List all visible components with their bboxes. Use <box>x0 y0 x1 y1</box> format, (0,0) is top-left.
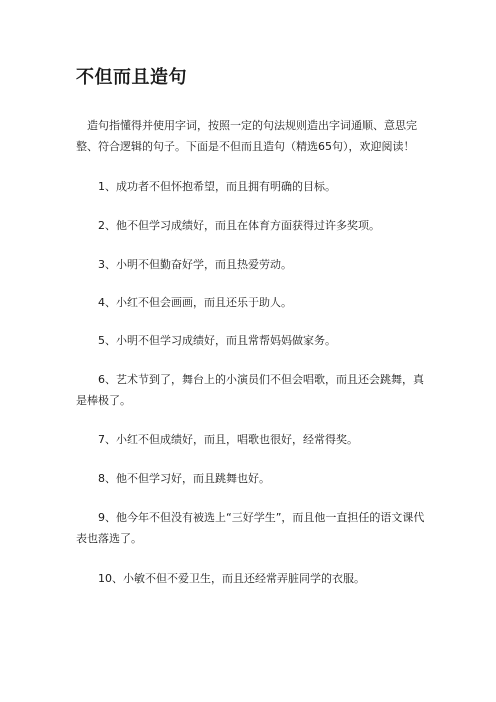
sentence-item: 1、成功者不但怀抱希望，而且拥有明确的目标。 <box>98 180 336 193</box>
sentence-item: 9、他今年不但没有被选上“三好学生”，而且他一直担任的语文课代表也落选了。 <box>76 511 425 545</box>
sentence-item: 3、小明不但勤奋好学，而且热爱劳动。 <box>98 258 292 271</box>
sentence-item: 7、小红不但成绩好，而且，唱歌也很好，经常得奖。 <box>98 433 358 446</box>
document-title: 不但而且造句 <box>76 67 187 88</box>
sentence-item: 8、他不但学习好，而且跳舞也好。 <box>98 472 270 485</box>
sentence-item: 10、小敏不但不爱卫生，而且还经常弄脏同学的衣服。 <box>98 572 365 585</box>
sentence-item: 6、艺术节到了，舞台上的小演员们不但会唱歌，而且还会跳舞，真是棒极了。 <box>76 373 424 407</box>
sentence-item: 4、小红不但会画画，而且还乐于助人。 <box>98 296 292 309</box>
sentence-item: 2、他不但学习成绩好，而且在体育方面获得过许多奖项。 <box>98 219 380 232</box>
sentence-item: 5、小明不但学习成绩好，而且常帮妈妈做家务。 <box>98 334 336 347</box>
intro-paragraph: 造句指懂得并使用字词，按照一定的句法规则造出字词通顺、意思完整、符合逻辑的句子。下面是不但而且造句（精选65句），欢迎阅读！ <box>76 119 417 153</box>
